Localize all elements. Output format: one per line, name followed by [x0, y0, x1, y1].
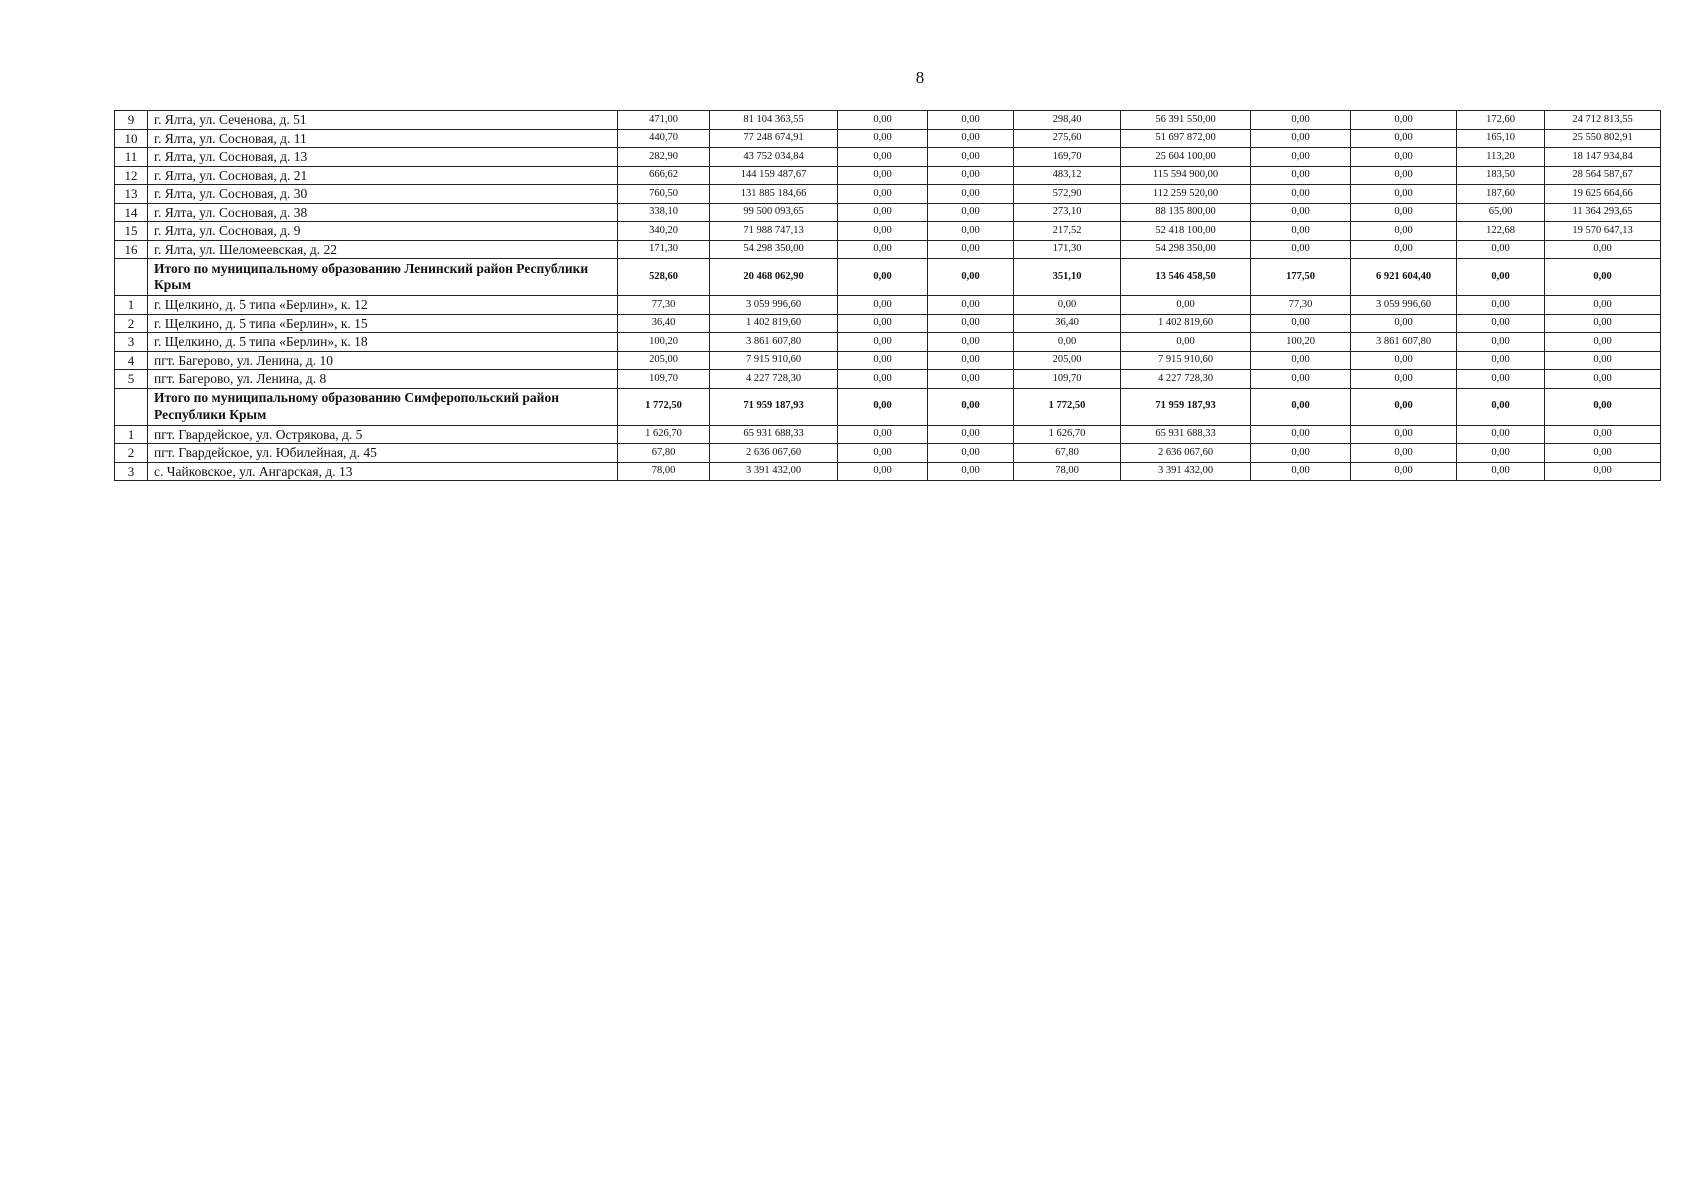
row-number: 1	[115, 296, 148, 315]
value-cell: 0,00	[1251, 425, 1351, 444]
value-cell: 0,00	[838, 259, 928, 296]
value-cell: 56 391 550,00	[1121, 111, 1251, 130]
value-cell: 0,00	[838, 111, 928, 130]
value-cell: 440,70	[618, 129, 710, 148]
value-cell: 112 259 520,00	[1121, 185, 1251, 204]
value-cell: 0,00	[838, 222, 928, 241]
value-cell: 0,00	[1351, 425, 1457, 444]
value-cell: 1 402 819,60	[1121, 314, 1251, 333]
address-cell: пгт. Багерово, ул. Ленина, д. 10	[148, 351, 618, 370]
value-cell: 528,60	[618, 259, 710, 296]
address-cell: г. Ялта, ул. Сосновая, д. 13	[148, 148, 618, 167]
row-number: 16	[115, 240, 148, 259]
value-cell: 0,00	[928, 240, 1014, 259]
value-cell: 0,00	[928, 370, 1014, 389]
table-row	[115, 185, 1661, 204]
value-cell: 0,00	[1251, 351, 1351, 370]
value-cell: 0,00	[928, 462, 1014, 481]
table-row	[115, 370, 1661, 389]
value-cell: 172,60	[1457, 111, 1545, 130]
value-cell: 0,00	[928, 185, 1014, 204]
value-cell: 13 546 458,50	[1121, 259, 1251, 296]
value-cell: 0,00	[928, 203, 1014, 222]
value-cell: 0,00	[1351, 314, 1457, 333]
value-cell: 0,00	[1545, 259, 1661, 296]
table-row	[115, 129, 1661, 148]
address-cell: пгт. Гвардейское, ул. Юбилейная, д. 45	[148, 444, 618, 463]
value-cell: 65 931 688,33	[1121, 425, 1251, 444]
row-number: 5	[115, 370, 148, 389]
table-row	[115, 148, 1661, 167]
value-cell: 25 550 802,91	[1545, 129, 1661, 148]
value-cell: 3 861 607,80	[1351, 333, 1457, 352]
value-cell: 7 915 910,60	[1121, 351, 1251, 370]
value-cell: 0,00	[1251, 388, 1351, 425]
value-cell: 54 298 350,00	[710, 240, 838, 259]
value-cell: 0,00	[1457, 462, 1545, 481]
value-cell: 0,00	[1251, 166, 1351, 185]
value-cell: 28 564 587,67	[1545, 166, 1661, 185]
address-cell: г. Ялта, ул. Сосновая, д. 21	[148, 166, 618, 185]
value-cell: 0,00	[1457, 351, 1545, 370]
value-cell: 0,00	[1251, 222, 1351, 241]
row-number: 9	[115, 111, 148, 130]
value-cell: 0,00	[928, 314, 1014, 333]
value-cell: 1 402 819,60	[710, 314, 838, 333]
value-cell: 7 915 910,60	[710, 351, 838, 370]
value-cell: 24 712 813,55	[1545, 111, 1661, 130]
value-cell: 1 626,70	[618, 425, 710, 444]
value-cell: 165,10	[1457, 129, 1545, 148]
row-number: 2	[115, 314, 148, 333]
address-cell: с. Чайковское, ул. Ангарская, д. 13	[148, 462, 618, 481]
value-cell: 0,00	[1457, 388, 1545, 425]
value-cell: 0,00	[1457, 296, 1545, 315]
row-number: 1	[115, 425, 148, 444]
value-cell: 0,00	[1351, 129, 1457, 148]
value-cell: 205,00	[1014, 351, 1121, 370]
table-row	[115, 425, 1661, 444]
value-cell: 77,30	[618, 296, 710, 315]
value-cell: 4 227 728,30	[710, 370, 838, 389]
value-cell: 275,60	[1014, 129, 1121, 148]
value-cell: 572,90	[1014, 185, 1121, 204]
address-cell: пгт. Гвардейское, ул. Острякова, д. 5	[148, 425, 618, 444]
value-cell: 0,00	[838, 333, 928, 352]
value-cell: 0,00	[1545, 314, 1661, 333]
row-number: 10	[115, 129, 148, 148]
value-cell: 0,00	[838, 148, 928, 167]
value-cell: 273,10	[1014, 203, 1121, 222]
value-cell: 0,00	[1251, 185, 1351, 204]
value-cell: 67,80	[1014, 444, 1121, 463]
value-cell: 36,40	[1014, 314, 1121, 333]
value-cell: 0,00	[928, 166, 1014, 185]
subtotal-label: Итого по муниципальному образованию Симферопольский район Республики Крым	[148, 388, 618, 425]
value-cell: 483,12	[1014, 166, 1121, 185]
value-cell: 0,00	[1351, 388, 1457, 425]
value-cell: 187,60	[1457, 185, 1545, 204]
table-row	[115, 166, 1661, 185]
address-cell: г. Ялта, ул. Сосновая, д. 9	[148, 222, 618, 241]
value-cell: 0,00	[1351, 185, 1457, 204]
table-row	[115, 351, 1661, 370]
value-cell: 122,68	[1457, 222, 1545, 241]
value-cell: 0,00	[1351, 370, 1457, 389]
value-cell: 19 625 664,66	[1545, 185, 1661, 204]
value-cell: 205,00	[618, 351, 710, 370]
table-row	[115, 111, 1661, 130]
value-cell: 88 135 800,00	[1121, 203, 1251, 222]
value-cell: 113,20	[1457, 148, 1545, 167]
value-cell: 0,00	[1351, 148, 1457, 167]
value-cell: 0,00	[1545, 333, 1661, 352]
value-cell: 0,00	[1351, 351, 1457, 370]
value-cell: 0,00	[928, 222, 1014, 241]
value-cell: 0,00	[838, 370, 928, 389]
value-cell: 0,00	[928, 111, 1014, 130]
value-cell: 77 248 674,91	[710, 129, 838, 148]
row-number: 13	[115, 185, 148, 204]
value-cell: 0,00	[838, 166, 928, 185]
value-cell: 67,80	[618, 444, 710, 463]
value-cell: 100,20	[618, 333, 710, 352]
value-cell: 340,20	[618, 222, 710, 241]
value-cell: 0,00	[1251, 240, 1351, 259]
value-cell: 351,10	[1014, 259, 1121, 296]
value-cell: 43 752 034,84	[710, 148, 838, 167]
value-cell: 0,00	[1545, 296, 1661, 315]
value-cell: 0,00	[1545, 351, 1661, 370]
value-cell: 0,00	[928, 444, 1014, 463]
value-cell: 0,00	[1351, 462, 1457, 481]
table-row	[115, 462, 1661, 481]
value-cell: 2 636 067,60	[710, 444, 838, 463]
value-cell: 0,00	[1457, 314, 1545, 333]
row-number: 4	[115, 351, 148, 370]
value-cell: 282,90	[618, 148, 710, 167]
address-cell: г. Ялта, ул. Сосновая, д. 30	[148, 185, 618, 204]
value-cell: 0,00	[1251, 129, 1351, 148]
value-cell: 3 391 432,00	[710, 462, 838, 481]
value-cell: 25 604 100,00	[1121, 148, 1251, 167]
value-cell: 20 468 062,90	[710, 259, 838, 296]
value-cell: 0,00	[838, 185, 928, 204]
value-cell: 0,00	[928, 333, 1014, 352]
value-cell: 666,62	[618, 166, 710, 185]
value-cell: 78,00	[618, 462, 710, 481]
address-cell: г. Ялта, ул. Сосновая, д. 11	[148, 129, 618, 148]
value-cell: 71 959 187,93	[710, 388, 838, 425]
value-cell: 1 772,50	[1014, 388, 1121, 425]
row-number	[115, 259, 148, 296]
value-cell: 0,00	[1351, 111, 1457, 130]
value-cell: 144 159 487,67	[710, 166, 838, 185]
value-cell: 0,00	[1457, 259, 1545, 296]
value-cell: 0,00	[1251, 462, 1351, 481]
value-cell: 0,00	[1251, 444, 1351, 463]
value-cell: 0,00	[1457, 425, 1545, 444]
value-cell: 0,00	[1121, 333, 1251, 352]
value-cell: 0,00	[1457, 444, 1545, 463]
table-row	[115, 296, 1661, 315]
address-cell: г. Ялта, ул. Шеломеевская, д. 22	[148, 240, 618, 259]
address-cell: г. Щелкино, д. 5 типа «Берлин», к. 15	[148, 314, 618, 333]
value-cell: 3 059 996,60	[710, 296, 838, 315]
value-cell: 99 500 093,65	[710, 203, 838, 222]
value-cell: 0,00	[838, 388, 928, 425]
value-cell: 18 147 934,84	[1545, 148, 1661, 167]
value-cell: 0,00	[928, 129, 1014, 148]
value-cell: 0,00	[1251, 111, 1351, 130]
value-cell: 6 921 604,40	[1351, 259, 1457, 296]
address-cell: г. Ялта, ул. Сосновая, д. 38	[148, 203, 618, 222]
value-cell: 0,00	[1351, 203, 1457, 222]
table-row	[115, 314, 1661, 333]
table-row	[115, 444, 1661, 463]
value-cell: 0,00	[928, 296, 1014, 315]
value-cell: 217,52	[1014, 222, 1121, 241]
row-number: 15	[115, 222, 148, 241]
address-cell: г. Щелкино, д. 5 типа «Берлин», к. 12	[148, 296, 618, 315]
value-cell: 0,00	[928, 388, 1014, 425]
table-row	[115, 203, 1661, 222]
row-number: 14	[115, 203, 148, 222]
value-cell: 65 931 688,33	[710, 425, 838, 444]
value-cell: 0,00	[1545, 444, 1661, 463]
value-cell: 3 059 996,60	[1351, 296, 1457, 315]
value-cell: 338,10	[618, 203, 710, 222]
value-cell: 54 298 350,00	[1121, 240, 1251, 259]
value-cell: 171,30	[1014, 240, 1121, 259]
value-cell: 51 697 872,00	[1121, 129, 1251, 148]
value-cell: 0,00	[928, 148, 1014, 167]
value-cell: 0,00	[1251, 370, 1351, 389]
value-cell: 71 959 187,93	[1121, 388, 1251, 425]
value-cell: 0,00	[838, 296, 928, 315]
value-cell: 0,00	[838, 444, 928, 463]
value-cell: 19 570 647,13	[1545, 222, 1661, 241]
value-cell: 0,00	[838, 462, 928, 481]
row-number: 12	[115, 166, 148, 185]
value-cell: 109,70	[1014, 370, 1121, 389]
value-cell: 0,00	[1121, 296, 1251, 315]
value-cell: 131 885 184,66	[710, 185, 838, 204]
value-cell: 0,00	[1457, 240, 1545, 259]
row-number: 3	[115, 333, 148, 352]
value-cell: 52 418 100,00	[1121, 222, 1251, 241]
value-cell: 3 391 432,00	[1121, 462, 1251, 481]
value-cell: 65,00	[1457, 203, 1545, 222]
value-cell: 0,00	[928, 425, 1014, 444]
value-cell: 0,00	[928, 259, 1014, 296]
value-cell: 0,00	[838, 129, 928, 148]
value-cell: 0,00	[1251, 314, 1351, 333]
value-cell: 0,00	[1545, 370, 1661, 389]
value-cell: 0,00	[1351, 240, 1457, 259]
row-number: 11	[115, 148, 148, 167]
value-cell: 0,00	[1251, 203, 1351, 222]
page-number: 8	[915, 68, 925, 87]
value-cell: 0,00	[1545, 388, 1661, 425]
value-cell: 0,00	[1545, 425, 1661, 444]
value-cell: 183,50	[1457, 166, 1545, 185]
value-cell: 109,70	[618, 370, 710, 389]
value-cell: 3 861 607,80	[710, 333, 838, 352]
row-number	[115, 388, 148, 425]
value-cell: 177,50	[1251, 259, 1351, 296]
table-row	[115, 222, 1661, 241]
value-cell: 0,00	[1014, 333, 1121, 352]
value-cell: 0,00	[1351, 444, 1457, 463]
value-cell: 71 988 747,13	[710, 222, 838, 241]
subtotal-row	[115, 388, 1661, 425]
address-cell: г. Ялта, ул. Сеченова, д. 51	[148, 111, 618, 130]
value-cell: 115 594 900,00	[1121, 166, 1251, 185]
value-cell: 0,00	[838, 351, 928, 370]
value-cell: 1 626,70	[1014, 425, 1121, 444]
value-cell: 760,50	[618, 185, 710, 204]
value-cell: 0,00	[1251, 148, 1351, 167]
value-cell: 11 364 293,65	[1545, 203, 1661, 222]
value-cell: 471,00	[618, 111, 710, 130]
value-cell: 36,40	[618, 314, 710, 333]
table-row	[115, 240, 1661, 259]
value-cell: 169,70	[1014, 148, 1121, 167]
value-cell: 0,00	[1457, 333, 1545, 352]
subtotal-label: Итого по муниципальному образованию Ленинский район Республики Крым	[148, 259, 618, 296]
row-number: 3	[115, 462, 148, 481]
value-cell: 0,00	[1545, 462, 1661, 481]
value-cell: 298,40	[1014, 111, 1121, 130]
row-number: 2	[115, 444, 148, 463]
table-row	[115, 333, 1661, 352]
housing-registry-table	[114, 110, 1661, 481]
value-cell: 78,00	[1014, 462, 1121, 481]
value-cell: 0,00	[838, 425, 928, 444]
value-cell: 0,00	[838, 314, 928, 333]
value-cell: 81 104 363,55	[710, 111, 838, 130]
address-cell: пгт. Багерово, ул. Ленина, д. 8	[148, 370, 618, 389]
subtotal-row	[115, 259, 1661, 296]
value-cell: 171,30	[618, 240, 710, 259]
value-cell: 0,00	[928, 351, 1014, 370]
value-cell: 1 772,50	[618, 388, 710, 425]
value-cell: 100,20	[1251, 333, 1351, 352]
value-cell: 0,00	[1457, 370, 1545, 389]
value-cell: 77,30	[1251, 296, 1351, 315]
value-cell: 4 227 728,30	[1121, 370, 1251, 389]
value-cell: 0,00	[1545, 240, 1661, 259]
value-cell: 2 636 067,60	[1121, 444, 1251, 463]
value-cell: 0,00	[838, 203, 928, 222]
value-cell: 0,00	[1351, 166, 1457, 185]
value-cell: 0,00	[1014, 296, 1121, 315]
value-cell: 0,00	[838, 240, 928, 259]
value-cell: 0,00	[1351, 222, 1457, 241]
address-cell: г. Щелкино, д. 5 типа «Берлин», к. 18	[148, 333, 618, 352]
